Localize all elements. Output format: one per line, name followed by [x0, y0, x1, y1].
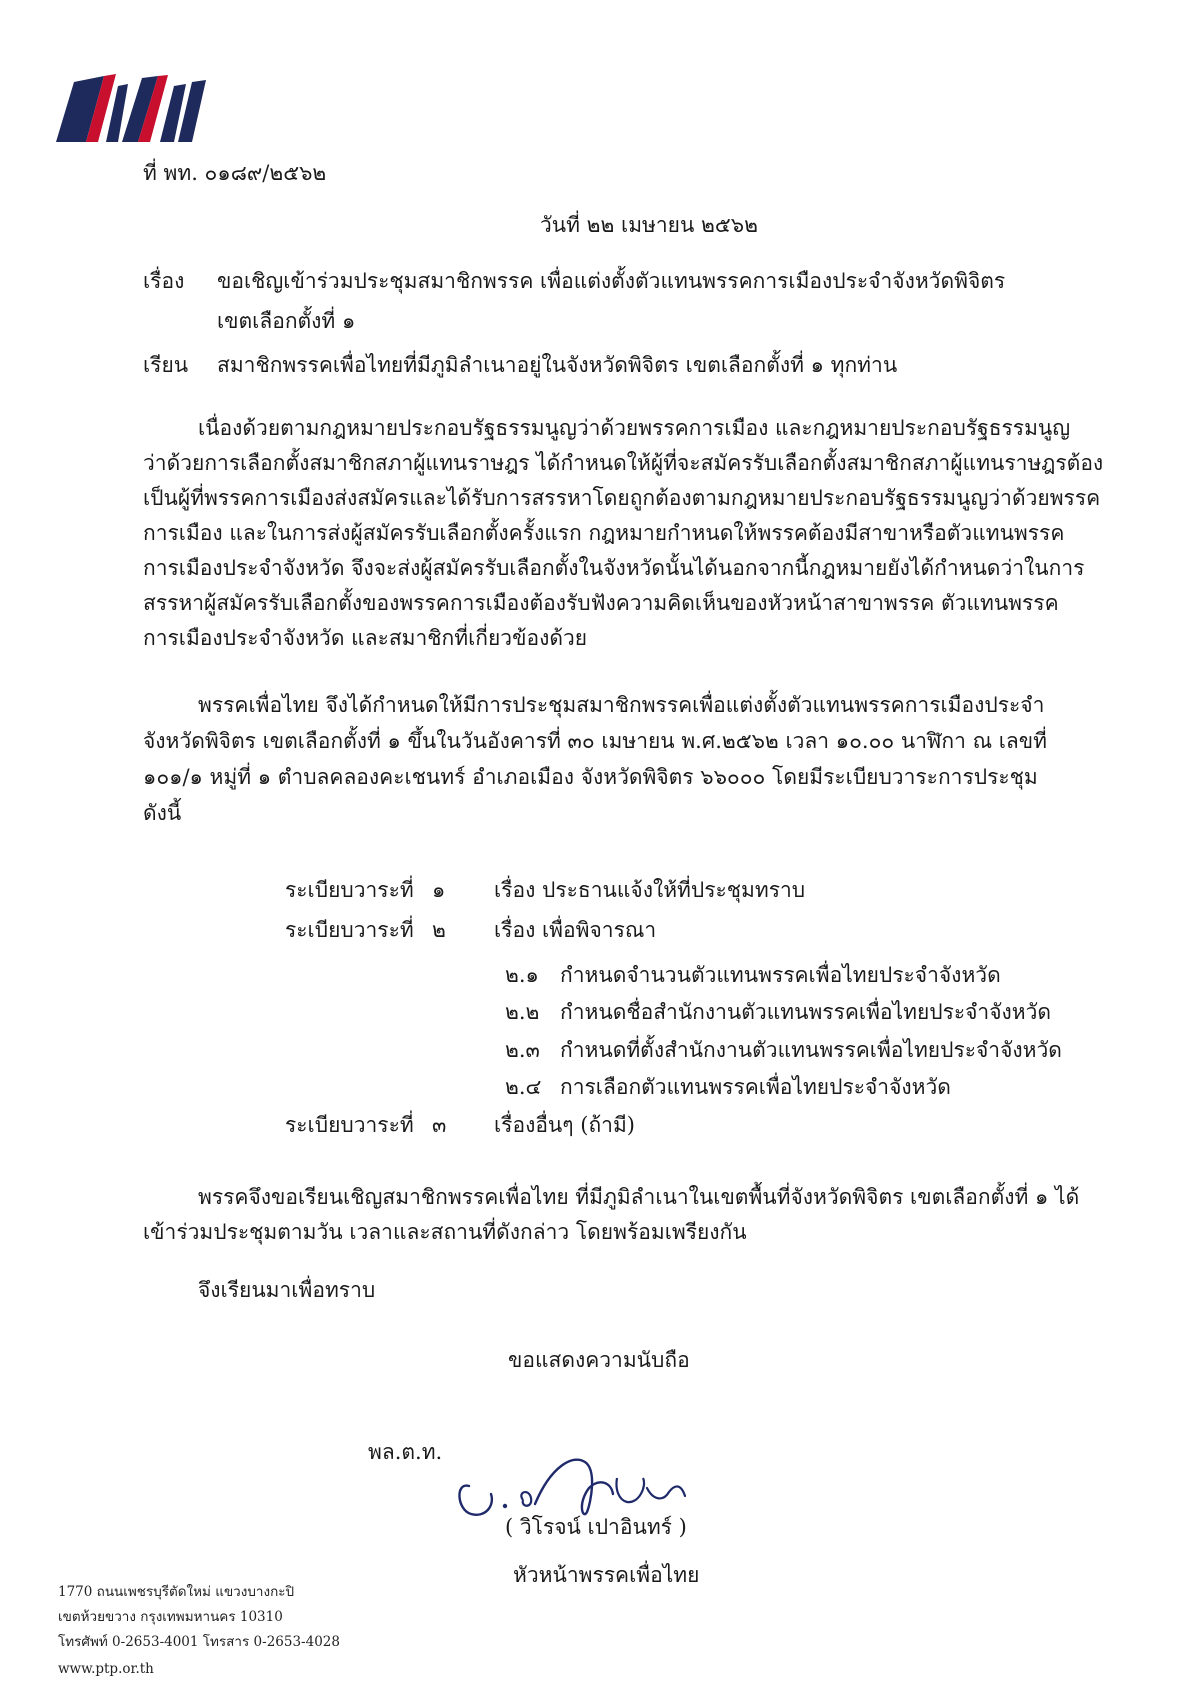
- subject-label: เรื่อง: [143, 269, 185, 293]
- sub-item-number: ๒.๒: [505, 1000, 540, 1024]
- agenda-2-text: เรื่อง เพื่อพิจารณา: [494, 918, 657, 942]
- paragraph-1: [143, 411, 1104, 656]
- footer-address-line-1: 1770 ถนนเพชรบุรีตัดใหม่ แขวงบางกะปิ: [58, 1584, 295, 1600]
- signer-name: ( วิโรจน์ เปาอินทร์ ): [505, 1515, 687, 1539]
- footer-phone: โทรศัพท์ 0-2653-4001 โทรสาร 0-2653-4028: [58, 1634, 340, 1650]
- sub-item-number: ๒.๔: [505, 1075, 542, 1099]
- recipient-text: สมาชิกพรรคเพื่อไทยที่มีภูมิลำเนาอยู่ในจังหวัดพิจิตร เขตเลือกตั้งที่ ๑ ทุกท่าน: [217, 353, 898, 377]
- party-logo: [56, 72, 206, 142]
- footer-website: www.ptp.or.th: [58, 1661, 154, 1677]
- subject-line-1: ขอเชิญเข้าร่วมประชุมสมาชิกพรรค เพื่อแต่งตั้งตัวแทนพรรคการเมืองประจำจังหวัดพิจิตร: [217, 269, 1006, 293]
- agenda-3-label: ระเบียบวาระที่: [285, 1113, 414, 1137]
- agenda-1-label: ระเบียบวาระที่: [285, 878, 414, 902]
- sub-item-text: กำหนดที่ตั้งสำนักงานตัวแทนพรรคเพื่อไทยประจำจังหวัด: [560, 1038, 1062, 1062]
- agenda-2-number: ๒: [432, 918, 446, 942]
- sub-item-text: กำหนดชื่อสำนักงานตัวแทนพรรคเพื่อไทยประจำจังหวัด: [560, 1000, 1052, 1024]
- sub-item-text: กำหนดจำนวนตัวแทนพรรคเพื่อไทยประจำจังหวัด: [560, 963, 1001, 987]
- paragraph-line: ว่าด้วยการเลือกตั้งสมาชิกสภาผู้แทนราษฎร ได้กำหนดให้ผู้ที่จะสมัครรับเลือกตั้งสมาชิกสภาผู้แทนราษฎรต้อง: [143, 451, 1104, 475]
- paragraph-line: จังหวัดพิจิตร เขตเลือกตั้งที่ ๑ ขึ้นในวันอังคารที่ ๓๐ เมษายน พ.ศ.๒๕๖๒ เวลา ๑๐.๐๐ นาฬิกา ณ เลขที่: [143, 729, 1047, 753]
- paragraph-line: ดังนี้: [143, 801, 182, 825]
- paragraph-line: การเมืองประจำจังหวัด และสมาชิกที่เกี่ยวข้องด้วย: [143, 626, 588, 650]
- agenda-2-label: ระเบียบวาระที่: [285, 918, 414, 942]
- agenda-1-number: ๑: [432, 878, 446, 902]
- paragraph-line: การเมือง และในการส่งผู้สมัครรับเลือกตั้งครั้งแรก กฎหมายกำหนดให้พรรคต้องมีสาขาหรือตัวแทนพรรค: [143, 521, 1065, 545]
- regards: ขอแสดงความนับถือ: [508, 1348, 690, 1372]
- agenda-3-text: เรื่องอื่นๆ (ถ้ามี): [494, 1113, 635, 1137]
- paragraph-line: เป็นผู้ที่พรรคการเมืองส่งสมัครและได้รับการสรรหาโดยถูกต้องตามกฎหมายประกอบรัฐธรรมนูญว่าด้วยพรรค: [143, 486, 1101, 510]
- subject-line-2: เขตเลือกตั้งที่ ๑: [217, 309, 356, 333]
- closing-note: จึงเรียนมาเพื่อทราบ: [198, 1278, 376, 1302]
- footer-address-line-2: เขตห้วยขวาง กรุงเทพมหานคร 10310: [58, 1609, 283, 1625]
- signer-rank: พล.ต.ท.: [368, 1440, 443, 1464]
- paragraph-2: [143, 687, 1063, 831]
- paragraph-line: เข้าร่วมประชุมตามวัน เวลาและสถานที่ดังกล่าว โดยพร้อมเพรียงกัน: [143, 1220, 747, 1244]
- sub-item-number: ๒.๓: [505, 1038, 540, 1062]
- sub-item-number: ๒.๑: [505, 963, 539, 987]
- paragraph-line: พรรคเพื่อไทย จึงได้กำหนดให้มีการประชุมสมาชิกพรรคเพื่อแต่งตั้งตัวแทนพรรคการเมืองประจำ: [198, 693, 1045, 717]
- recipient-label: เรียน: [143, 353, 189, 377]
- signer-title: หัวหน้าพรรคเพื่อไทย: [513, 1563, 700, 1587]
- paragraph-line: ๑๐๑/๑ หมู่ที่ ๑ ตำบลคลองคะเชนทร์ อำเภอเมือง จังหวัดพิจิตร ๖๖๐๐๐ โดยมีระเบียบวาระการประชุม: [143, 765, 1038, 789]
- sub-item-text: การเลือกตัวแทนพรรคเพื่อไทยประจำจังหวัด: [560, 1075, 951, 1099]
- agenda-1-text: เรื่อง ประธานแจ้งให้ที่ประชุมทราบ: [494, 878, 806, 902]
- paragraph-3: [143, 1180, 1080, 1250]
- paragraph-line: พรรคจึงขอเรียนเชิญสมาชิกพรรคเพื่อไทย ที่มีภูมิลำเนาในเขตพื้นที่จังหวัดพิจิตร เขตเลือกตั้งที่ ๑ ได้: [198, 1185, 1080, 1209]
- paragraph-line: สรรหาผู้สมัครรับเลือกตั้งของพรรคการเมืองต้องรับฟังความคิดเห็นของหัวหน้าสาขาพรรค ตัวแทนพรรค: [143, 591, 1059, 615]
- paragraph-line: เนื่องด้วยตามกฎหมายประกอบรัฐธรรมนูญว่าด้วยพรรคการเมือง และกฎหมายประกอบรัฐธรรมนูญ: [198, 416, 1071, 440]
- letter-date: วันที่ ๒๒ เมษายน ๒๕๖๒: [540, 213, 758, 237]
- paragraph-line: การเมืองประจำจังหวัด จึงจะส่งผู้สมัครรับเลือกตั้งในจังหวัดนั้นได้นอกจากนี้กฎหมายยังได้กำหนดว่าในการ: [143, 556, 1085, 580]
- agenda-3-number: ๓: [432, 1113, 447, 1137]
- reference-number: ที่ พท. ๐๑๘๙/๒๕๖๒: [143, 161, 327, 185]
